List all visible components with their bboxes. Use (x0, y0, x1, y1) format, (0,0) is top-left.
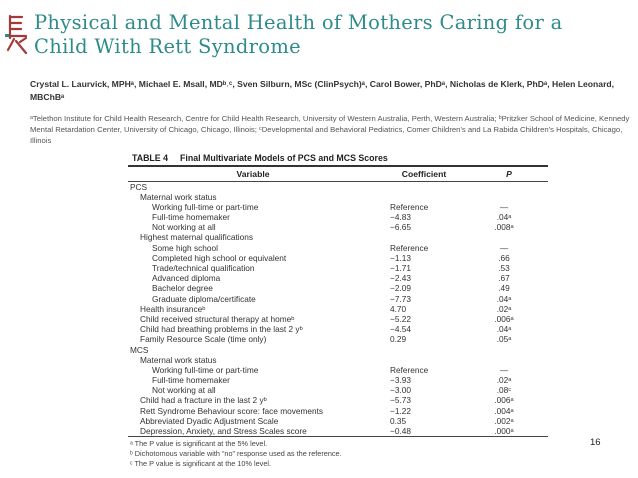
row-p-value: .004ᵃ (494, 405, 514, 416)
row-coefficient: −1.71 (390, 263, 411, 273)
row-coefficient (390, 232, 460, 242)
table-row (128, 324, 548, 334)
row-coefficient (390, 345, 460, 355)
row-p-value: .04ᵃ (496, 324, 512, 335)
author-list: Crystal L. Laurvick, MPHᵃ, Michael E. Msall, MDᵇ˒ᶜ, Sven Silburn, MSc (ClinPsych)ᵃ, Carol Bower, PhDᵃ, Nicholas de Klerk, PhDᵃ, Helen Leonard, MBChBᵃ (30, 79, 615, 102)
row-p-value (460, 355, 548, 365)
row-coefficient: −3.00 (390, 385, 411, 396)
table-row (128, 222, 548, 232)
row-coefficient: Reference (390, 201, 429, 212)
row-coefficient (390, 192, 460, 202)
row-variable: Child had a fracture in the last 2 yᵇ (140, 395, 267, 406)
row-p-value: .49 (498, 283, 510, 294)
row-variable: Some high school (152, 242, 218, 253)
row-coefficient: 0.29 (390, 334, 407, 345)
row-p-value: .53 (498, 263, 510, 273)
table-row (128, 294, 548, 304)
row-coefficient: −0.48 (390, 426, 411, 436)
table-row (128, 283, 548, 293)
row-p-value: .02ᵃ (496, 303, 512, 314)
header-variable: Variable (236, 168, 270, 179)
row-coefficient: −5.22 (390, 313, 411, 324)
row-variable: PCS (130, 181, 148, 192)
row-p-value: .67 (498, 273, 510, 284)
row-p-value (460, 192, 548, 202)
affiliations: ᵃTelethon Institute for Child Health Research, Centre for Child Health Research, University of Western Australia, Perth, Western Australia; ᵇPritzker School of Medicine, Kennedy Mental Retardation Center, University of Chicago, Chicago, Illinois; ᶜDevelopmental and Behavioral Pediatrics, Comer Children's and La Rabida Children's Hospitals, Chicago, Illinois (30, 114, 630, 145)
table-note: ᵃ The P value is significant at the 5% level. (130, 439, 268, 449)
title-line: Child With Rett Syndrome (34, 35, 301, 58)
row-p-value: .002ᵃ (494, 415, 514, 426)
row-variable: Trade/technical qualification (152, 263, 255, 273)
row-variable: Working full-time or part-time (152, 201, 259, 212)
row-variable: Child received structural therapy at homeᵇ (140, 313, 295, 324)
table-number: TABLE 4 (132, 153, 169, 163)
table-row (128, 385, 548, 395)
row-coefficient: Reference (390, 364, 429, 375)
row-variable: Family Resource Scale (time only) (140, 334, 267, 345)
row-p-value: — (499, 364, 509, 375)
row-p-value (460, 232, 548, 242)
row-coefficient: −3.93 (390, 375, 411, 386)
table-body (128, 182, 548, 437)
table-title: Final Multivariate Models of PCS and MCS Scores (180, 153, 388, 163)
row-coefficient: −7.73 (390, 293, 411, 304)
row-coefficient: −1.13 (390, 252, 411, 263)
table-row (128, 334, 548, 344)
table-notes (128, 439, 548, 468)
row-coefficient: Reference (390, 242, 429, 253)
table-row (128, 375, 548, 385)
row-p-value: .000ᵃ (494, 426, 514, 436)
row-variable: Maternal work status (140, 354, 217, 365)
table-row (128, 192, 548, 202)
table-row (128, 416, 548, 426)
row-variable: Full-time homemaker (152, 375, 230, 386)
row-coefficient: −6.65 (390, 222, 411, 233)
table-row (128, 395, 548, 405)
page-number: 16 (590, 437, 601, 448)
row-variable: Depression, Anxiety, and Stress Scales score (140, 426, 307, 436)
header-coefficient: Coefficient (401, 168, 447, 179)
row-coefficient (390, 182, 460, 192)
table-row (128, 355, 548, 365)
title-line: Physical and Mental Health of Mothers Caring for a (34, 11, 563, 34)
row-coefficient: −1.22 (390, 405, 411, 416)
table-note: ᵇ Dichotomous variable with “no” response used as the reference. (130, 448, 342, 458)
row-p-value: .04ᵃ (496, 212, 512, 223)
row-variable: Child had breathing problems in the last 2 yᵇ (140, 324, 303, 335)
row-p-value: .04ᵃ (496, 293, 512, 304)
table-row (128, 263, 548, 273)
row-coefficient: −2.09 (390, 283, 411, 294)
row-coefficient: 4.70 (390, 303, 407, 314)
row-p-value: .05ᵃ (496, 334, 512, 345)
row-p-value: — (499, 242, 509, 253)
row-variable: Graduate diploma/certificate (152, 293, 256, 304)
table-bottom-rule (128, 436, 548, 437)
row-p-value: .008ᵃ (494, 222, 514, 233)
table-row (128, 406, 548, 416)
row-coefficient: −5.73 (390, 395, 411, 406)
row-variable: Completed high school or equivalent (152, 252, 287, 263)
row-p-value: .66 (498, 252, 510, 263)
table-row (128, 243, 548, 253)
row-coefficient (390, 355, 460, 365)
row-p-value: — (499, 201, 509, 212)
table-row (128, 212, 548, 222)
table-note: ᶜ The P value is significant at the 10% level. (130, 458, 272, 468)
row-variable: Abbreviated Dyadic Adjustment Scale (140, 415, 279, 426)
row-p-value: .006ᵃ (494, 395, 514, 406)
row-p-value (460, 182, 548, 192)
table-row (128, 426, 548, 436)
row-variable: Bachelor degree (152, 283, 213, 294)
table-row (128, 273, 548, 283)
row-variable: Not working at all (152, 385, 216, 396)
row-variable: Full-time homemaker (152, 212, 230, 223)
row-variable: Advanced diploma (152, 273, 221, 284)
header-p: P (506, 168, 512, 179)
row-variable: Health insuranceᵇ (140, 303, 206, 314)
row-coefficient: −2.43 (390, 273, 411, 284)
table-row (128, 182, 548, 192)
row-p-value (460, 345, 548, 355)
table-row (128, 345, 548, 355)
row-coefficient: 0.35 (390, 415, 407, 426)
table-row (128, 304, 548, 314)
row-variable: Not working at all (152, 222, 216, 233)
row-coefficient: −4.54 (390, 324, 411, 335)
table-row (128, 253, 548, 263)
kanji-seal-icon (4, 12, 30, 58)
results-table (128, 152, 548, 469)
table-row (128, 365, 548, 375)
row-coefficient: −4.83 (390, 212, 411, 223)
row-variable: Rett Syndrome Behaviour score: face movements (140, 405, 324, 416)
row-variable: Working full-time or part-time (152, 364, 259, 375)
table-row (128, 314, 548, 324)
row-variable: Highest maternal qualifications (140, 232, 253, 243)
table-caption (128, 152, 548, 165)
slide-title (34, 11, 632, 59)
row-p-value: .08ᶜ (496, 385, 512, 396)
row-p-value: .006ᵃ (494, 313, 514, 324)
table-row (128, 202, 548, 212)
table-header (128, 167, 548, 181)
row-variable: Maternal work status (140, 191, 217, 202)
row-p-value: .02ᵃ (496, 375, 512, 386)
row-variable: MCS (130, 344, 149, 355)
table-row (128, 232, 548, 242)
